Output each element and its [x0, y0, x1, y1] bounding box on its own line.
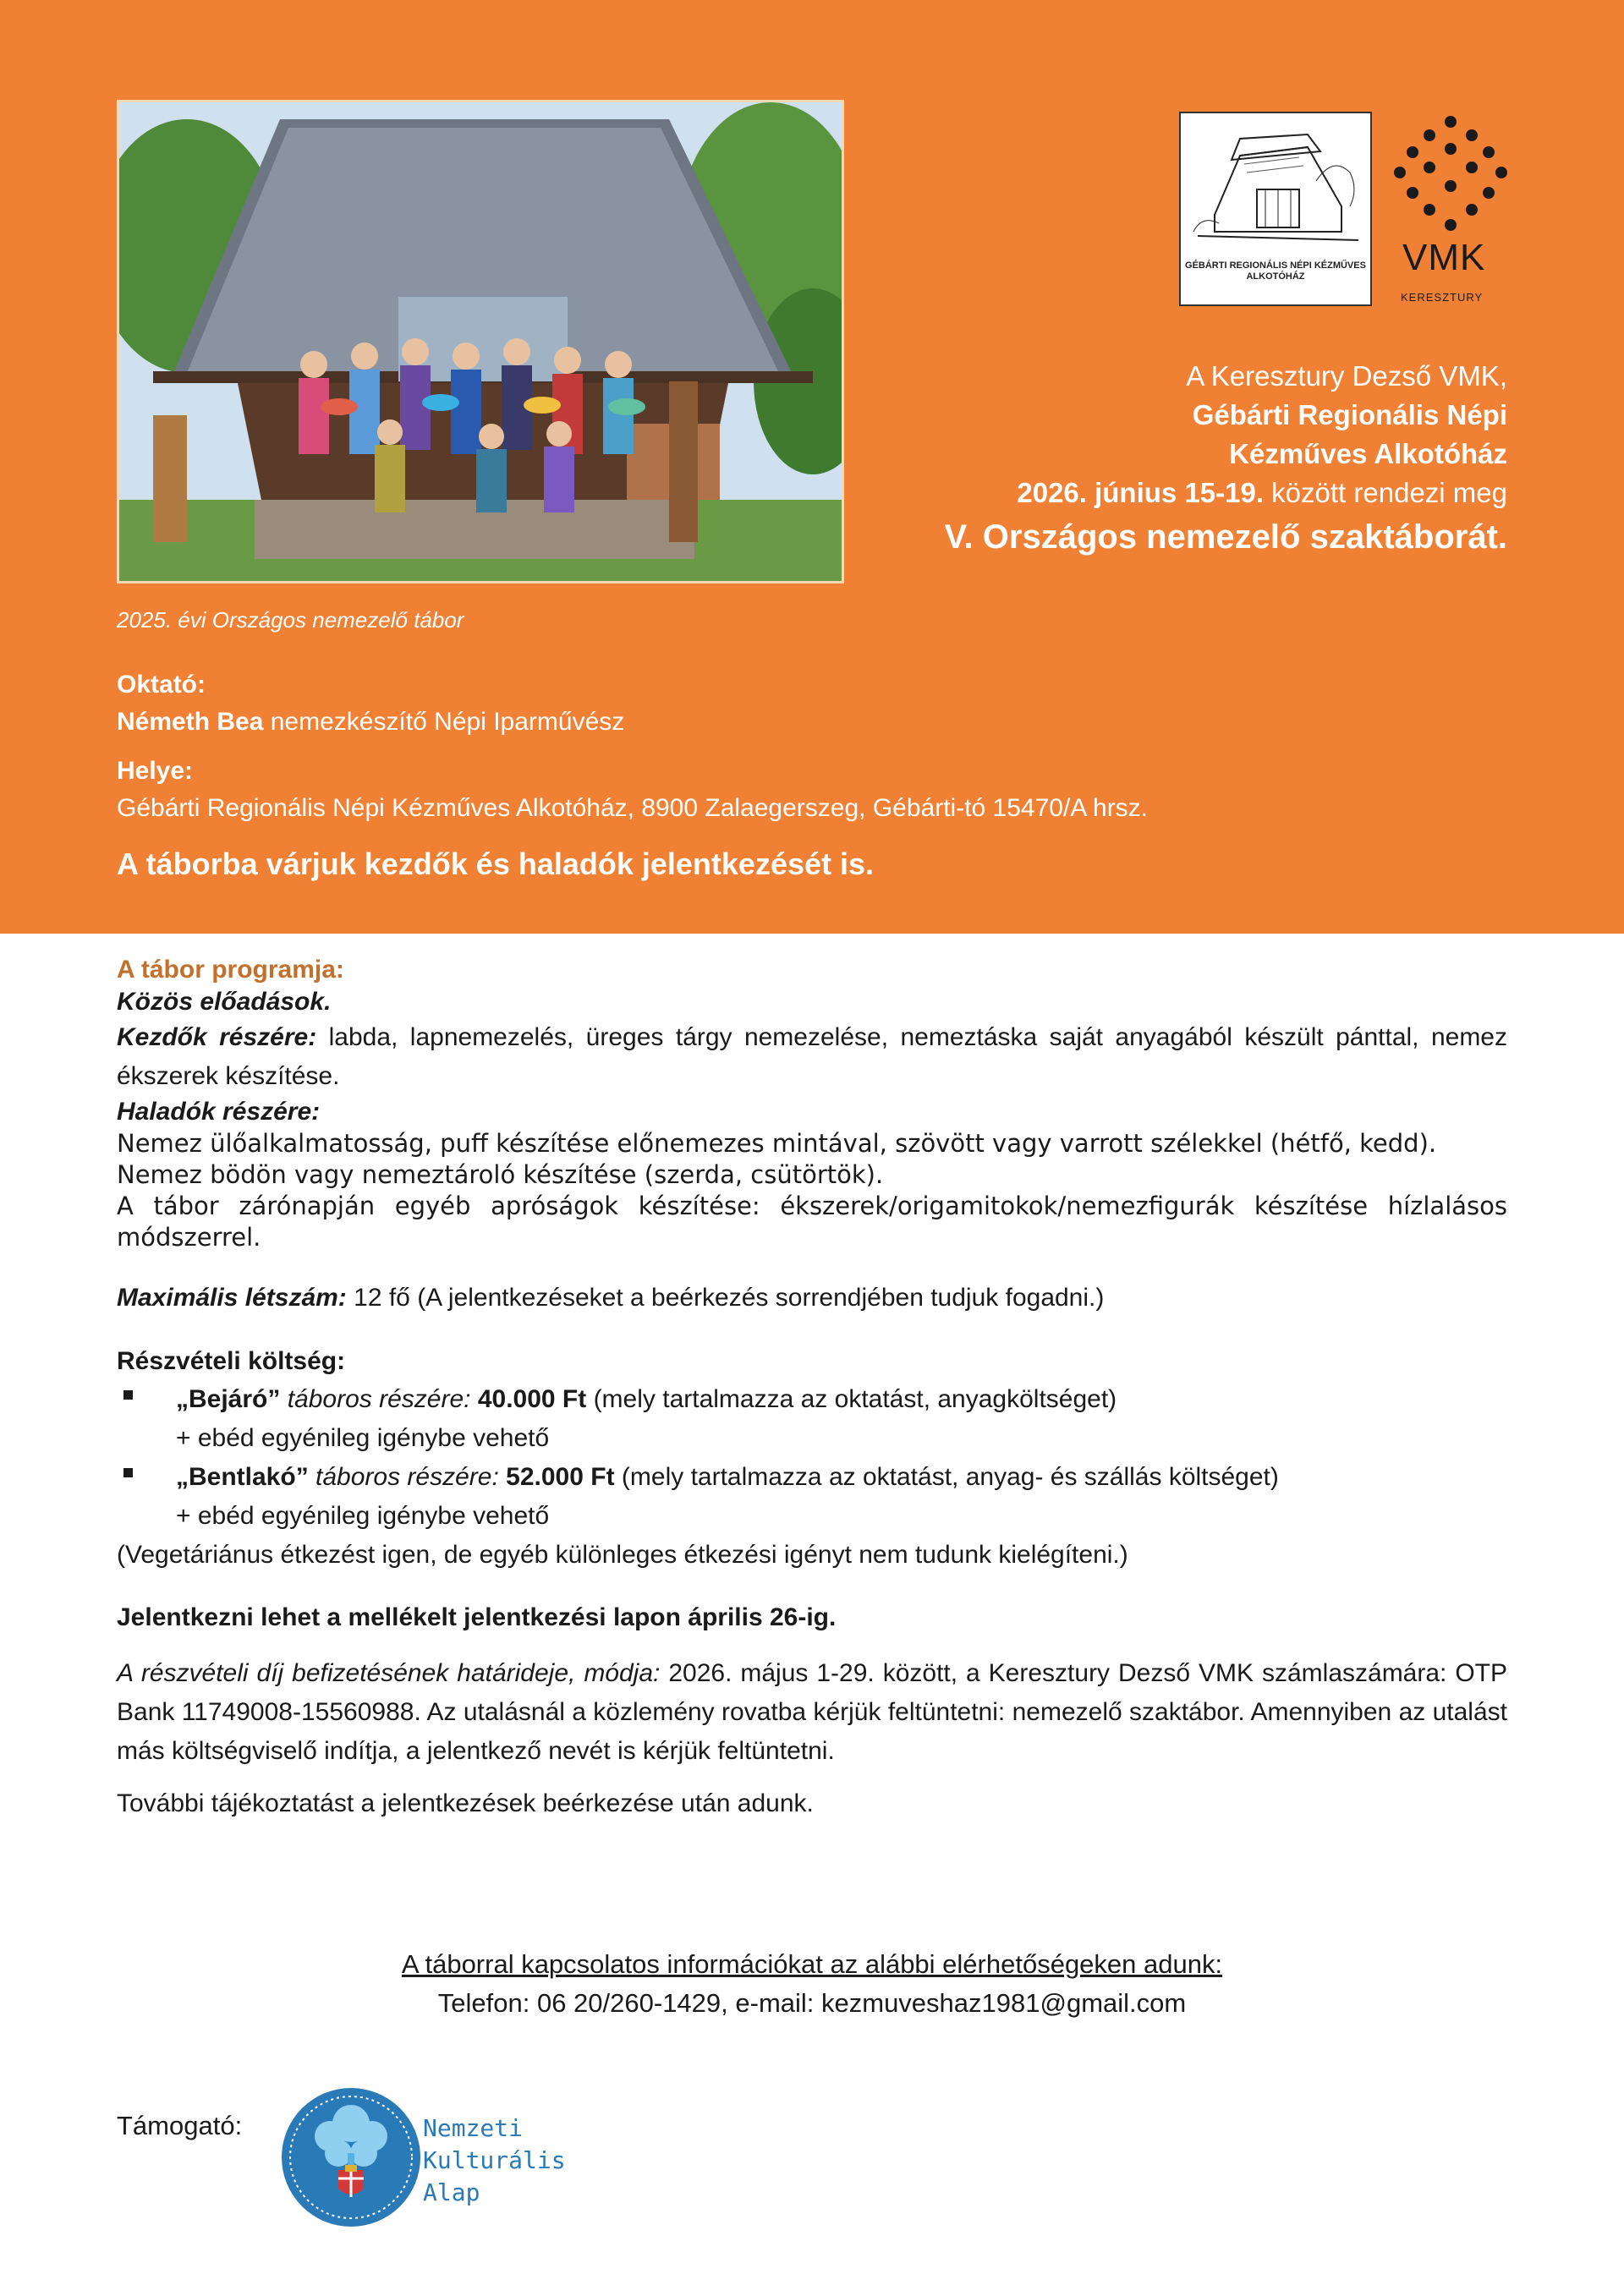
cost-item-commuter [117, 1380, 1507, 1458]
cost-item-extra: + ebéd egyénileg igénybe vehető [176, 1424, 550, 1452]
organizer-line-3: Kézműves Alkotóház [1229, 438, 1507, 469]
event-title: V. Országos nemezelő szaktáborát. [944, 518, 1507, 556]
nka-name-line-3: Alap [423, 2178, 480, 2206]
bullet-square-icon [123, 1468, 133, 1477]
registration-deadline: Jelentkezni lehet a mellékelt jelentkezési lapon április 26-ig. [117, 1603, 837, 1631]
dots-pattern-icon [1387, 112, 1514, 238]
nka-logo-text [423, 2112, 566, 2209]
event-date-line [831, 474, 1507, 512]
program-details [117, 954, 1507, 1820]
alkotohaz-logo [1179, 112, 1372, 306]
capacity-line [117, 1282, 1507, 1314]
program-heading: A tábor programja: [117, 956, 344, 984]
place-label: Helye: [117, 757, 194, 785]
organizer-line-1: A Keresztury Dezső VMK, [1186, 360, 1507, 392]
call-to-apply: A táborba várjuk kezdők és haladók jelentkezését is. [117, 847, 875, 881]
sponsor-label: Támogató: [117, 2111, 243, 2140]
program-beginners [117, 1018, 1507, 1096]
place-value: Gébárti Regionális Népi Kézműves Alkotóház, 8900 Zalaegerszeg, Gébárti-tó 15470/A hrsz. [117, 794, 1149, 822]
capacity-value: 12 fő (A jelentkezéseket a beérkezés sorrendjében tudjuk fogadni.) [346, 1284, 1105, 1312]
teacher-title: nemezkészítő Népi Iparművész [263, 708, 625, 736]
advanced-line-3: A tábor zárónapján egyéb apróságok készítése: ékszerek/origamitokok/nemezfigurák készítése hízlalásos módszerrel. [117, 1192, 1507, 1252]
vmk-logo [1387, 112, 1514, 306]
beginners-text: labda, lapnemezelés, üreges tárgy nemezelése, nemeztáska saját anyagából készült pánttal, nemez ékszerek készítése. [117, 1023, 1507, 1090]
teacher-label: Oktató: [117, 671, 206, 699]
teacher-line [117, 704, 1512, 741]
cost-item-extra: + ebéd egyénileg igénybe vehető [176, 1502, 550, 1530]
alkotohaz-logo-text: GÉBÁRTI REGIONÁLIS NÉPI KÉZMŰVES ALKOTÓHÁZ [1185, 260, 1366, 282]
nka-name-line-2: Kulturális [423, 2146, 566, 2174]
program-common: Közös előadások. [117, 988, 332, 1016]
contact-heading: A táborral kapcsolatos információkat az alábbi elérhetőségeken adunk: [401, 1949, 1223, 1979]
beginners-label: Kezdők részére: [117, 1023, 317, 1051]
cost-item-who: táboros részére: [308, 1463, 499, 1491]
header-banner [0, 0, 1624, 934]
cost-item-who: táboros részére: [280, 1385, 471, 1413]
contact-block [0, 1945, 1624, 2023]
advanced-line-1: Nemez ülőalkalmatosság, puff készítése előnemezes mintával, szövött vagy varrott szélekkel (hétfő, kedd). [117, 1129, 1437, 1158]
teacher-place-block [117, 666, 1512, 886]
capacity-label: Maximális létszám: [117, 1284, 347, 1312]
cost-item-name: „Bejáró” [176, 1385, 281, 1413]
nka-name-line-1: Nemzeti [423, 2114, 524, 2142]
teacher-name: Németh Bea [117, 708, 264, 736]
cost-item-price: 52.000 Ft [498, 1463, 615, 1491]
contact-line: Telefon: 06 20/260-1429, e-mail: kezmuveshaz1981@gmail.com [437, 1988, 1187, 2018]
cost-item-name: „Bentlakó” [176, 1463, 309, 1491]
cost-heading: Részvételi költség: [117, 1347, 346, 1375]
nka-logo [279, 2085, 423, 2229]
vmk-logo-text: VMK [1402, 237, 1486, 278]
house-drawing-icon [1181, 113, 1370, 257]
cost-item-price: 40.000 Ft [470, 1385, 587, 1413]
group-photo [117, 100, 844, 584]
cost-item-desc: (mely tartalmazza az oktatást, anyagköltséget) [586, 1385, 1117, 1413]
event-date-rest: között rendezi meg [1264, 477, 1507, 508]
advanced-line-2: Nemez bödön vagy nemeztároló készítése (szerda, csütörtök). [117, 1160, 884, 1189]
payment-paragraph [117, 1654, 1507, 1771]
bullet-square-icon [123, 1390, 133, 1400]
organizer-block [831, 357, 1507, 562]
event-date: 2026. június 15-19. [1017, 477, 1265, 508]
further-info: További tájékoztatást a jelentkezések beérkezése után adunk. [117, 1789, 814, 1817]
photo-caption: 2025. évi Országos nemezelő tábor [117, 607, 464, 633]
advanced-label: Haladók részére: [117, 1098, 321, 1126]
vmk-logo-subtext: KERESZTURY [1401, 291, 1484, 304]
nka-tree-emblem-icon [279, 2085, 423, 2229]
organizer-line-2: Gébárti Regionális Népi [1192, 399, 1507, 430]
cost-note: (Vegetáriánus étkezést igen, de egyéb különleges étkezési igényt nem tudunk kielégíteni.) [117, 1541, 1128, 1569]
cost-item-resident [117, 1458, 1507, 1536]
payment-label: A részvételi díj befizetésének határideje, módja: [117, 1659, 661, 1687]
payment-text: 2026. május 1-29. között, a Keresztury Dezső VMK számlaszámára: OTP Bank 11749008-15560988. Az utalásnál a közlemény rovatba kérjük feltüntetni: nemezelő szaktábor. Amennyiben az utalást más költségviselő indítja, a jelentkező nevét is kérjük feltüntetni. [117, 1659, 1508, 1765]
cost-item-desc: (mely tartalmazza az oktatást, anyag- és szállás költséget) [614, 1463, 1279, 1491]
